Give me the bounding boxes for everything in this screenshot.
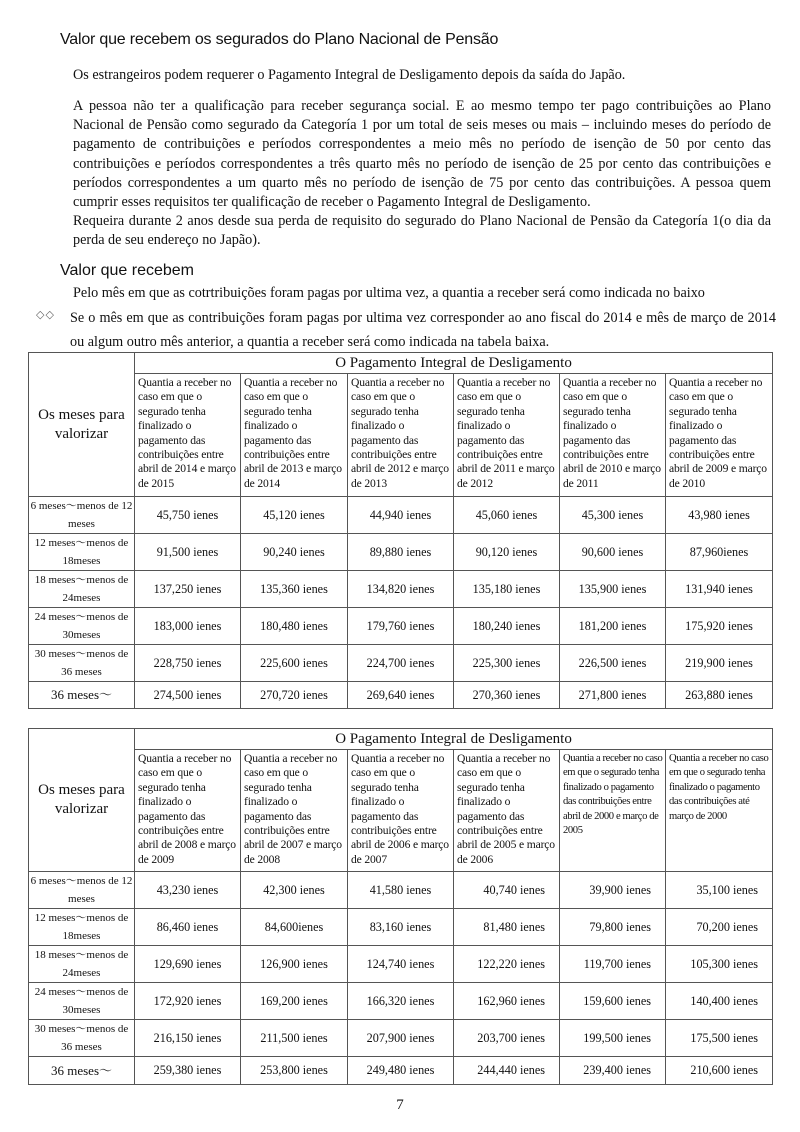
- amount-cell: 172,920 ienes: [135, 983, 241, 1020]
- amount-cell: 40,740 ienes: [454, 872, 560, 909]
- column-header: Quantia a receber no caso em que o segurado tenha finalizado o pagamento das contribuições entre abril de 2012 e março de 2013: [348, 374, 454, 497]
- amount-cell: 45,750 ienes: [135, 497, 241, 534]
- amount-cell: 129,690 ienes: [135, 946, 241, 983]
- months-header: Os meses para valorizar: [29, 353, 135, 497]
- section-heading: Valor que recebem os segurados do Plano Nacional de Pensão: [60, 31, 499, 48]
- amount-cell: 83,160 ienes: [348, 909, 454, 946]
- row-label: 12 meses～menos de 18meses: [29, 909, 135, 946]
- amount-cell: 199,500 ienes: [560, 1020, 666, 1057]
- amount-cell: 90,600 ienes: [560, 534, 666, 571]
- column-header: Quantia a receber no caso em que o segurado tenha finalizado o pagamento das contribuições entre abril de 2009 e março de 2010: [666, 374, 773, 497]
- table-row: [29, 983, 773, 1020]
- table-row: [29, 608, 773, 645]
- row-label: 30 meses～menos de 36 meses: [29, 645, 135, 682]
- amount-cell: 181,200 ienes: [560, 608, 666, 645]
- column-header: Quantia a receber no caso em que o segurado tenha finalizado o pagamento das contribuições entre abril de 2007 e março de 2008: [241, 750, 348, 872]
- amount-cell: 35,100 ienes: [666, 872, 773, 909]
- amount-cell: 175,500 ienes: [666, 1020, 773, 1057]
- amount-cell: 253,800 ienes: [241, 1057, 348, 1085]
- amount-cell: 45,120 ienes: [241, 497, 348, 534]
- page-number: 7: [396, 1097, 404, 1113]
- amount-cell: 263,880 ienes: [666, 682, 773, 709]
- double-diamond-icon: ◇◇: [36, 309, 55, 321]
- group-header: O Pagamento Integral de Desligamento: [135, 729, 773, 750]
- amount-cell: 70,200 ienes: [666, 909, 773, 946]
- amount-cell: 140,400 ienes: [666, 983, 773, 1020]
- amount-cell: 90,120 ienes: [454, 534, 560, 571]
- amount-cell: 211,500 ienes: [241, 1020, 348, 1057]
- amount-cell: 226,500 ienes: [560, 645, 666, 682]
- table-row: [29, 682, 773, 709]
- amount-cell: 225,300 ienes: [454, 645, 560, 682]
- row-label: 36 meses～: [29, 1057, 135, 1085]
- amount-cell: 84,600ienes: [241, 909, 348, 946]
- amount-cell: 122,220 ienes: [454, 946, 560, 983]
- amount-cell: 79,800 ienes: [560, 909, 666, 946]
- amount-cell: 271,800 ienes: [560, 682, 666, 709]
- amount-cell: 270,360 ienes: [454, 682, 560, 709]
- row-label: 24 meses～menos de 30meses: [29, 608, 135, 645]
- row-label: 18 meses～menos de 24meses: [29, 571, 135, 608]
- amount-cell: 224,700 ienes: [348, 645, 454, 682]
- eligibility-text: A pessoa não ter a qualificação para receber segurança social. E ao mesmo tempo ter pago contribuições ao Plano Nacional de Pensão como segurado da Categoría 1 por um total de seis meses ou mais – incluindo meses do período de pagamento de contribuições e períodos correspondentes a meio mês no período de isenção de 50 por cento das contribuições e períodos correspondentes a três quarto mês no período de isenção de 25 por cento das contribuições e períodos correspondentes a um quarto mês no período de isenção de 75 por cento das contribuições. A pessoa quem cumprir esses requisitos ter qualificação de receber o Pagamento Integral de Desligamento.: [73, 98, 771, 211]
- deadline-text: Requeira durante 2 anos desde sua perda de requisito do segurado do Plano Nacional de Pensão da Categoría 1(o dia da perda de seu endereço no Japão).: [73, 213, 771, 249]
- amount-cell: 274,500 ienes: [135, 682, 241, 709]
- bullet-note: [36, 306, 776, 354]
- amount-cell: 219,900 ienes: [666, 645, 773, 682]
- amount-cell: 42,300 ienes: [241, 872, 348, 909]
- row-label: 24 meses～menos de 30meses: [29, 983, 135, 1020]
- amount-cell: 86,460 ienes: [135, 909, 241, 946]
- amount-cell: 183,000 ienes: [135, 608, 241, 645]
- table-row: [29, 872, 773, 909]
- row-label: 6 meses～menos de 12 meses: [29, 872, 135, 909]
- table-row: [29, 645, 773, 682]
- table-row: [29, 534, 773, 571]
- amount-cell: 41,580 ienes: [348, 872, 454, 909]
- amount-cell: 89,880 ienes: [348, 534, 454, 571]
- amount-cell: 249,480 ienes: [348, 1057, 454, 1085]
- amount-cell: 119,700 ienes: [560, 946, 666, 983]
- amount-cell: 124,740 ienes: [348, 946, 454, 983]
- column-header: Quantia a receber no caso em que o segurado tenha finalizado o pagamento das contribuições entre abril de 2010 e março de 2011: [560, 374, 666, 497]
- column-header: Quantia a receber no caso em que o segurado tenha finalizado o pagamento das contribuições entre abril de 2014 e março de 2015: [135, 374, 241, 497]
- amount-cell: 45,060 ienes: [454, 497, 560, 534]
- amount-cell: 159,600 ienes: [560, 983, 666, 1020]
- amount-cell: 43,980 ienes: [666, 497, 773, 534]
- amount-cell: 269,640 ienes: [348, 682, 454, 709]
- eligibility-paragraph: [73, 97, 771, 251]
- intro-paragraph: Os estrangeiros podem requerer o Pagamento Integral de Desligamento depois da saída do Japão.: [73, 67, 626, 83]
- amount-cell: 216,150 ienes: [135, 1020, 241, 1057]
- amount-cell: 180,480 ienes: [241, 608, 348, 645]
- amount-cell: 270,720 ienes: [241, 682, 348, 709]
- group-header: O Pagamento Integral de Desligamento: [135, 353, 773, 374]
- amount-cell: 131,940 ienes: [666, 571, 773, 608]
- amount-cell: 203,700 ienes: [454, 1020, 560, 1057]
- amount-cell: 44,940 ienes: [348, 497, 454, 534]
- column-header: Quantia a receber no caso em que o segurado tenha finalizado o pagamento das contribuições entre abril de 2006 e março de 2007: [348, 750, 454, 872]
- amount-cell: 179,760 ienes: [348, 608, 454, 645]
- months-header: Os meses para valorizar: [29, 729, 135, 872]
- amount-cell: 91,500 ienes: [135, 534, 241, 571]
- amount-cell: 87,960ienes: [666, 534, 773, 571]
- column-header: Quantia a receber no caso em que o segurado tenha finalizado o pagamento das contribuições até março de 2000: [666, 750, 773, 872]
- row-label: 18 meses～menos de 24meses: [29, 946, 135, 983]
- amount-cell: 39,900 ienes: [560, 872, 666, 909]
- amount-cell: 135,180 ienes: [454, 571, 560, 608]
- amount-cell: 239,400 ienes: [560, 1057, 666, 1085]
- row-label: 12 meses～menos de 18meses: [29, 534, 135, 571]
- amount-cell: 244,440 ienes: [454, 1057, 560, 1085]
- amount-cell: 105,300 ienes: [666, 946, 773, 983]
- row-label: 30 meses～menos de 36 meses: [29, 1020, 135, 1057]
- amount-cell: 45,300 ienes: [560, 497, 666, 534]
- amount-cell: 210,600 ienes: [666, 1057, 773, 1085]
- table-row: [29, 946, 773, 983]
- amount-cell: 135,900 ienes: [560, 571, 666, 608]
- column-header: Quantia a receber no caso em que o segurado tenha finalizado o pagamento das contribuições entre abril de 2000 e março de 2005: [560, 750, 666, 872]
- amount-cell: 175,920 ienes: [666, 608, 773, 645]
- column-header: Quantia a receber no caso em que o segurado tenha finalizado o pagamento das contribuições entre abril de 2005 e março de 2006: [454, 750, 560, 872]
- amount-cell: 90,240 ienes: [241, 534, 348, 571]
- bullet-text: Se o mês em que as contribuições foram pagas por ultima vez corresponder ao ano fiscal do 2014 e mês de março de 2014 ou algum outro mês anterior, a quantia a receber será como indicada na tabela baixa.: [70, 310, 776, 350]
- table-row: [29, 1020, 773, 1057]
- amount-cell: 166,320 ienes: [348, 983, 454, 1020]
- amount-cell: 162,960 ienes: [454, 983, 560, 1020]
- amount-cell: 259,380 ienes: [135, 1057, 241, 1085]
- column-header: Quantia a receber no caso em que o segurado tenha finalizado o pagamento das contribuições entre abril de 2011 e março de 2012: [454, 374, 560, 497]
- payment-table-2000-2009: [28, 728, 773, 1085]
- amount-cell: 137,250 ienes: [135, 571, 241, 608]
- amount-cell: 43,230 ienes: [135, 872, 241, 909]
- row-label: 6 meses～menos de 12 meses: [29, 497, 135, 534]
- amount-cell: 180,240 ienes: [454, 608, 560, 645]
- table-row: [29, 909, 773, 946]
- amount-cell: 126,900 ienes: [241, 946, 348, 983]
- amount-cell: 81,480 ienes: [454, 909, 560, 946]
- amount-cell: 207,900 ienes: [348, 1020, 454, 1057]
- lead-paragraph: Pelo mês em que as cotrtribuições foram pagas por ultima vez, a quantia a receber será como indicada no baixo: [73, 285, 705, 301]
- row-label: 36 meses～: [29, 682, 135, 709]
- column-header: Quantia a receber no caso em que o segurado tenha finalizado o pagamento das contribuições entre abril de 2013 e março de 2014: [241, 374, 348, 497]
- column-header: Quantia a receber no caso em que o segurado tenha finalizado o pagamento das contribuições entre abril de 2008 e março de 2009: [135, 750, 241, 872]
- table-row: [29, 1057, 773, 1085]
- amount-cell: 134,820 ienes: [348, 571, 454, 608]
- subsection-heading: Valor que recebem: [60, 262, 194, 279]
- table-row: [29, 497, 773, 534]
- amount-cell: 169,200 ienes: [241, 983, 348, 1020]
- amount-cell: 135,360 ienes: [241, 571, 348, 608]
- payment-table-2009-2015: [28, 352, 773, 709]
- amount-cell: 225,600 ienes: [241, 645, 348, 682]
- table-row: [29, 571, 773, 608]
- amount-cell: 228,750 ienes: [135, 645, 241, 682]
